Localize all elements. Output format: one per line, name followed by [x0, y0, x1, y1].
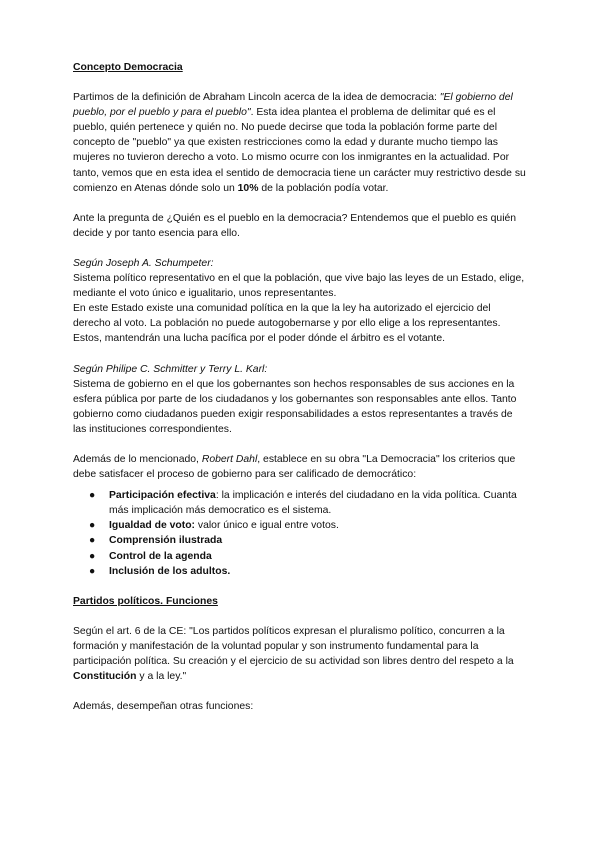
schmitter-label: Según Philipe C. Schmitter y Terry L. Karl:: [73, 363, 268, 375]
schumpeter-explanation: En este Estado existe una comunidad política en la que la ley ha autorizado el ejercicio del derecho al voto. La población no puede autogobernarse y por ello elige a los representantes. Estos, mantendrán una lucha pacífica por el poder dónde el árbitro es el votante.: [73, 303, 501, 345]
list-item: ● Igualdad de voto: valor único e igual entre votos.: [73, 518, 528, 533]
schmitter-definition: Sistema de gobierno en el que los gobernantes son hechos responsables de sus acciones en la esfera pública por parte de los ciudadanos y los gobernantes son responsables ante ellos. Tanto gobierno como ciudadanos pueden exigir responsabilidades a estos representantes a través de las instituciones correspondientes.: [73, 378, 517, 435]
lincoln-quote: "El gobierno del pueblo, por el pueblo y para el pueblo": [73, 92, 513, 119]
lincoln-intro: Partimos de la definición de Abraham Lincoln acerca de la idea de democracia:: [73, 92, 440, 104]
paragraph-funciones: Además, desempeñan otras funciones:: [73, 701, 254, 713]
lincoln-percentage: 10%: [237, 182, 259, 194]
document-page: [73, 60, 528, 714]
list-item: ● Control de la agenda: [73, 549, 528, 564]
bullet-icon: ●: [89, 550, 96, 562]
bullet-icon: ●: [89, 535, 96, 547]
paragraph-lincoln: [73, 90, 528, 196]
list-item: ● Comprensión ilustrada: [73, 533, 528, 548]
schumpeter-definition: Sistema político representativo en el que la población, que vive bajo las leyes de un Estado, elige, mediante el voto único e igualitario, unos representantes.: [73, 273, 525, 300]
paragraph-pueblo: Ante la pregunta de ¿Quién es el pueblo en la democracia? Entendemos que el pueblo es quién decide y por tanto esencia para ello.: [73, 212, 517, 239]
heading-partidos-politicos: Partidos políticos. Funciones: [73, 595, 218, 607]
lincoln-body: . Esta idea plantea el problema de delimitar qué es el pueblo, quién pertenece y quién no. No puede decirse que toda la población forme parte del concepto de "pueblo" ya que existen restricciones como la edad y durante mucho tiempo las mujeres no tuvieron derecho a voto. Lo mismo ocurre con los inmigrantes en la actualidad. Por tanto, vemos que en esta idea el sentido de democracia tiene un carácter muy restrictivo desde su comienzo en Atenas dónde solo un: [73, 107, 526, 194]
heading-concepto-democracia: Concepto Democracia: [73, 62, 183, 73]
lincoln-end: de la población podía votar.: [258, 182, 389, 194]
list-item: ● Inclusión de los adultos.: [73, 564, 528, 579]
paragraph-dahl: Además de lo mencionado, Robert Dahl, establece en su obra "La Democracia" los criterios que debe satisfacer el proceso de gobierno para ser calificado de democrático:: [73, 453, 516, 481]
bullet-icon: ●: [89, 520, 96, 532]
bullet-icon: ●: [89, 490, 96, 502]
bullet-icon: ●: [89, 565, 96, 577]
paragraph-constitucion: Según el art. 6 de la CE: "Los partidos políticos expresan el pluralismo político, concurren a la formación y manifestación de la voluntad popular y son instrumento fundamental para la participación política. Su creación y el ejercicio de su actividad son libres dentro del respeto a la Constitución y a la ley.": [73, 625, 514, 683]
schumpeter-label: Según Joseph A. Schumpeter:: [73, 257, 214, 269]
constitucion-word: Constitución: [73, 671, 137, 683]
dahl-name: Robert Dahl: [201, 453, 258, 465]
list-item: ● Participación efectiva: la implicación e interés del ciudadano en la vida política. Cuanta más implicación más democratico es el sistema.: [89, 490, 517, 517]
criteria-list: [73, 488, 528, 579]
